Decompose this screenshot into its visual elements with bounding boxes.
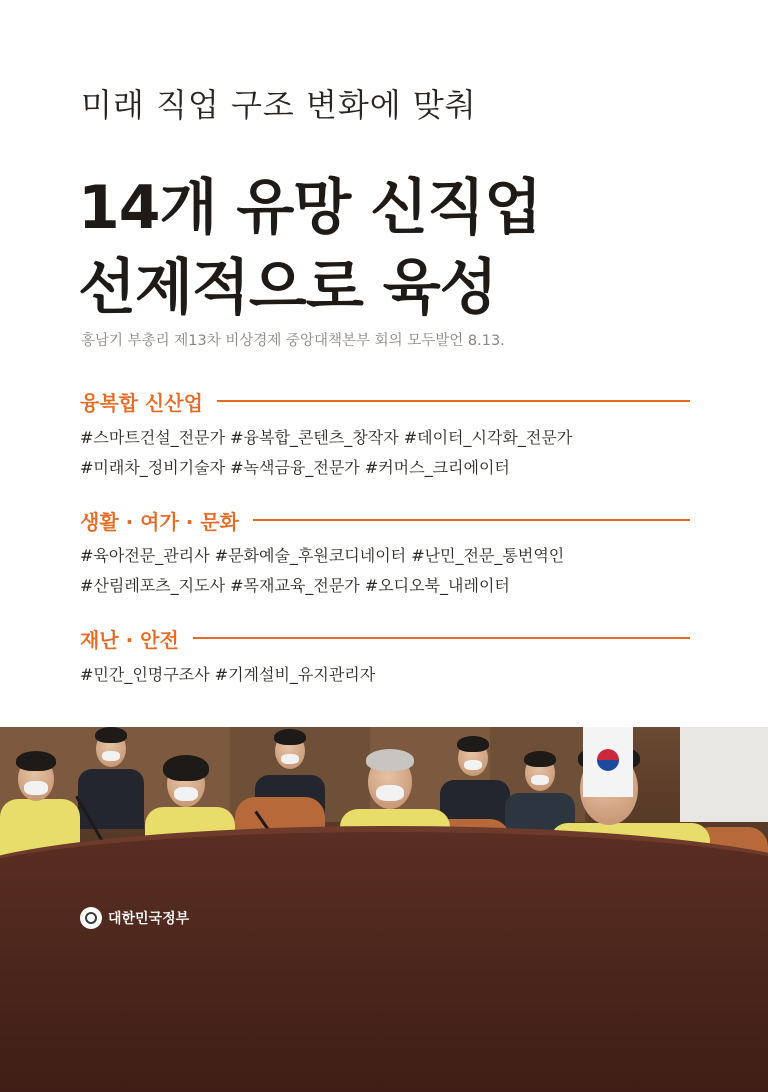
tag-line: #스마트건설_전문가 #융복합_콘텐츠_창작자 #데이터_시각화_전문가	[80, 428, 573, 447]
headline-line-2: 선제적으로 육성	[78, 253, 497, 323]
tag-line: #산림레포츠_지도사 #목재교육_전문가 #오디오북_내레이터	[80, 576, 510, 595]
tag-line: #민간_인명구조사 #기계설비_유지관리자	[80, 665, 376, 684]
flag	[583, 727, 633, 797]
section-divider	[253, 519, 690, 521]
section-header-life	[80, 505, 690, 535]
section-tags-life	[80, 541, 564, 601]
section-divider	[217, 400, 690, 402]
subtitle: 미래 직업 구조 변화에 맞춰	[81, 86, 477, 124]
section-tags-safety	[80, 660, 375, 690]
conference-table	[0, 826, 768, 1092]
section-title: 재난 · 안전	[80, 627, 179, 652]
section-header-industry	[80, 386, 690, 416]
source-caption: 홍남기 부총리 제13차 비상경제 중앙대책본부 회의 모두발언 8.13.	[81, 333, 505, 349]
tag-line: #미래차_정비기술자 #녹색금융_전문가 #커머스_크리에이터	[80, 458, 510, 477]
headline-line-1: 14개 유망 신직업	[78, 173, 542, 243]
government-logo	[80, 907, 189, 929]
section-divider	[193, 637, 690, 639]
section-tags-industry	[80, 423, 572, 483]
government-emblem-icon	[80, 907, 102, 929]
logo-text: 대한민국정부	[108, 911, 190, 927]
section-title: 융복합 신산업	[80, 390, 203, 415]
tag-line: #육아전문_관리사 #문화예술_후원코디네이터 #난민_전문_통번역인	[80, 546, 565, 565]
section-title: 생활 · 여가 · 문화	[80, 509, 239, 534]
section-header-safety	[80, 623, 690, 653]
